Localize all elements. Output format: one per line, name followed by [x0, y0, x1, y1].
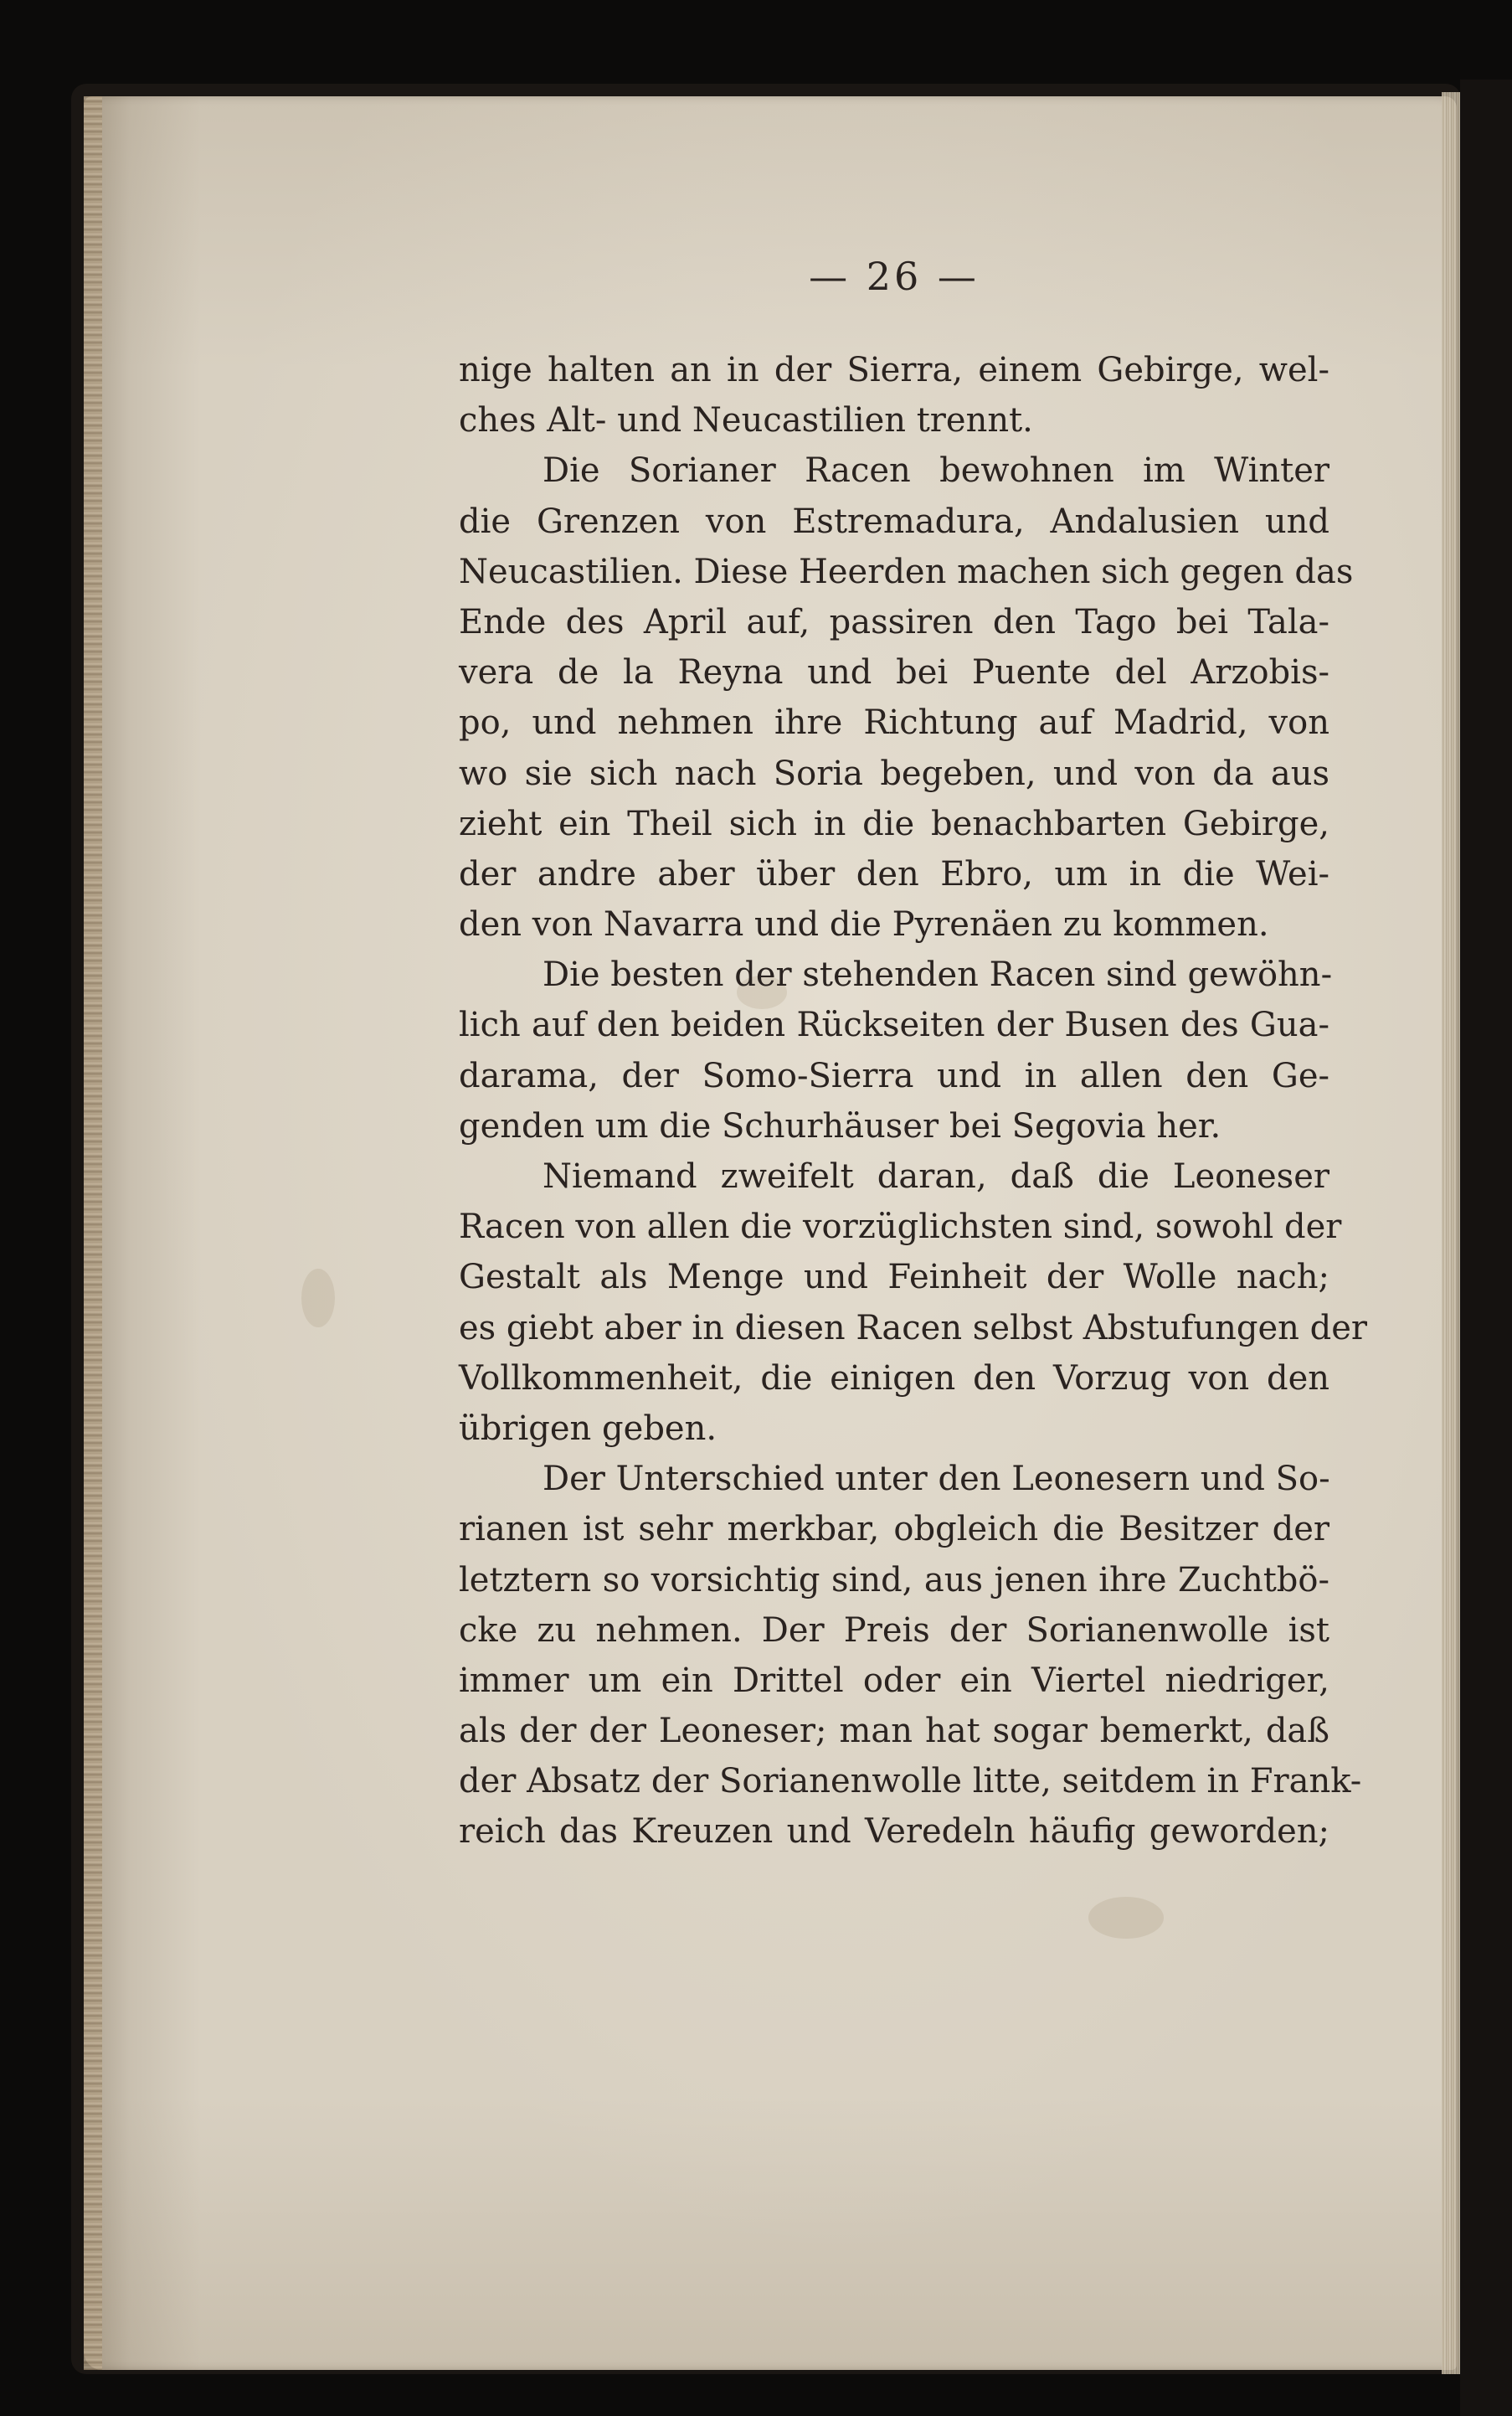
text-line: Neucastilien. Diese Heerden machen sich gegen das — [459, 552, 1354, 591]
text-line: immer um ein Drittel oder ein Viertel niedriger, — [459, 1661, 1329, 1700]
paper-stain — [1088, 1897, 1164, 1939]
text-line: Die besten der stehenden Racen sind gewöhn- — [543, 956, 1333, 995]
text-line: übrigen geben. — [459, 1409, 717, 1448]
text-line: lich auf den beiden Rückseiten der Busen des Gua- — [459, 1006, 1329, 1045]
text-line: rianen ist sehr merkbar, obgleich die Besitzer der — [459, 1510, 1329, 1549]
page-right-edge — [1442, 92, 1460, 2374]
text-line: die Grenzen von Estremadura, Andalusien und — [459, 502, 1329, 541]
text-line: Vollkommenheit, die einigen den Vorzug von den — [459, 1358, 1329, 1398]
text-line: cke zu nehmen. Der Preis der Sorianenwolle ist — [459, 1610, 1329, 1650]
text-line: zieht ein Theil sich in die benachbarten Gebirge, — [459, 804, 1329, 843]
text-line: Racen von allen die vorzüglichsten sind, sowohl der — [459, 1208, 1342, 1247]
page-left-edge — [84, 96, 102, 2370]
text-line: Ende des April auf, passiren den Tago bei Tala- — [459, 602, 1329, 641]
text-line: den von Navarra und die Pyrenäen zu kommen. — [459, 905, 1269, 945]
text-line: Der Unterschied unter den Leonesern und So- — [543, 1460, 1330, 1499]
text-line: der Absatz der Sorianenwolle litte, seitdem in Frank- — [459, 1762, 1362, 1801]
text-line: reich das Kreuzen und Veredeln häufig geworden; — [459, 1812, 1329, 1852]
text-line: Niemand zweifelt daran, daß die Leoneser — [543, 1157, 1329, 1196]
text-line: wo sie sich nach Soria begeben, und von da aus — [459, 754, 1329, 793]
body-text — [459, 345, 1368, 1857]
adjacent-page-edge — [1460, 80, 1512, 2416]
text-line: der andre aber über den Ebro, um in die Wei- — [459, 854, 1329, 894]
text-line: nige halten an in der Sierra, einem Gebirge, wel- — [459, 351, 1329, 389]
text-line: Die Sorianer Racen bewohnen im Winter — [543, 451, 1329, 491]
page-number-header: — 26 — — [809, 254, 980, 299]
text-line: als der der Leoneser; man hat sogar bemerkt, daß — [459, 1712, 1329, 1751]
text-line: Gestalt als Menge und Feinheit der Wolle nach; — [459, 1258, 1329, 1297]
paper-stain — [301, 1269, 335, 1327]
text-line: ches Alt- und Neucastilien trennt. — [459, 401, 1033, 440]
text-line: vera de la Reyna und bei Puente del Arzobis- — [459, 653, 1329, 693]
text-line: genden um die Schurhäuser bei Segovia her. — [459, 1106, 1221, 1146]
text-line: darama, der Somo-Sierra und in allen den Ge- — [459, 1056, 1329, 1095]
text-line: po, und nehmen ihre Richtung auf Madrid, von — [459, 703, 1329, 743]
text-line: es giebt aber in diesen Racen selbst Abstufungen der — [459, 1308, 1368, 1347]
text-line: letztern so vorsichtig sind, aus jenen ihre Zuchtbö- — [459, 1560, 1329, 1600]
